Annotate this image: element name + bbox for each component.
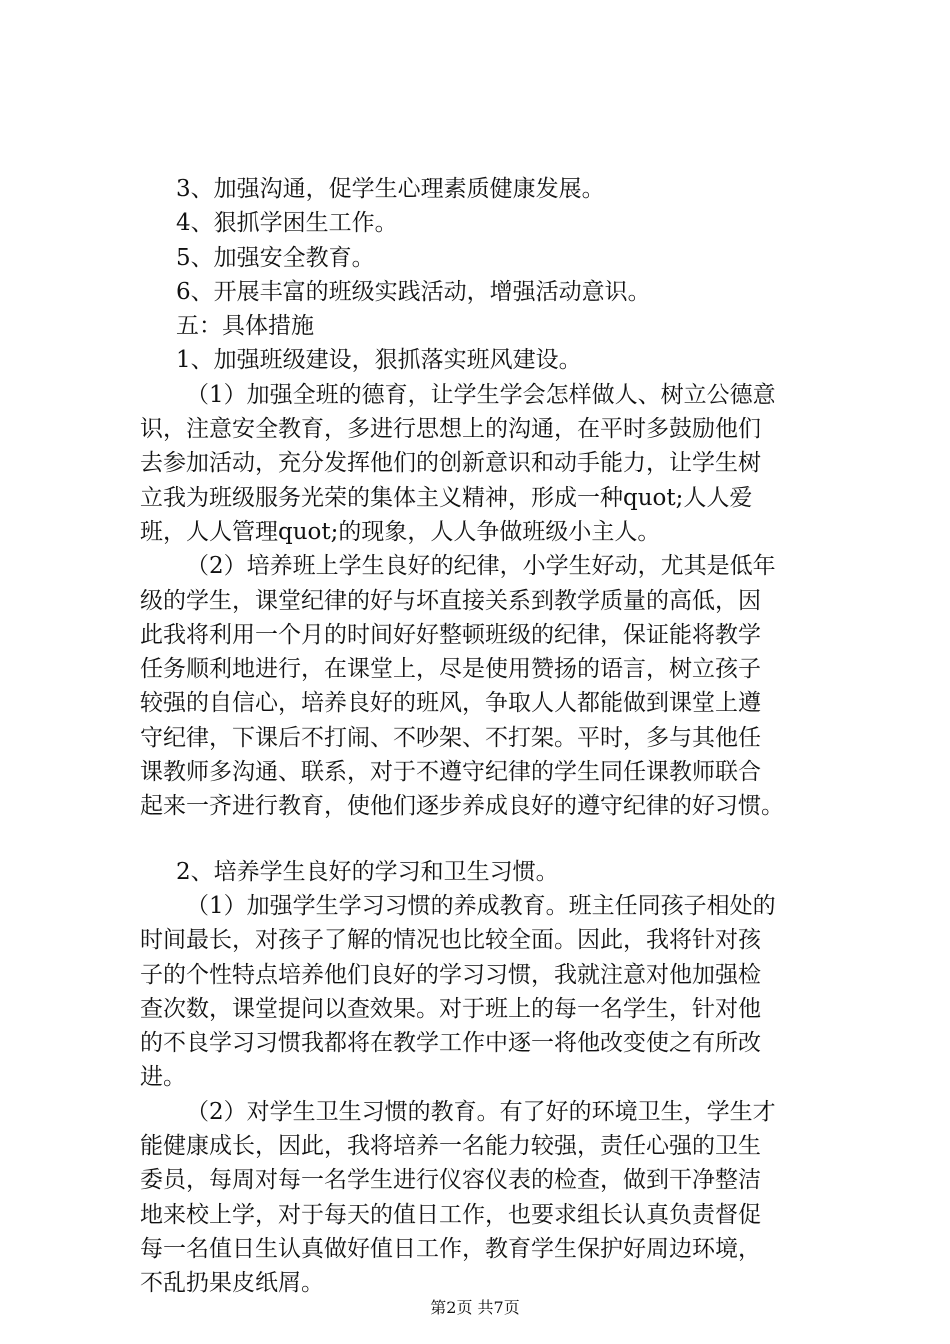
measure-2-paragraph-2 — [140, 1095, 840, 1301]
section-heading: 五：具体措施 — [176, 313, 314, 340]
text-line: 地来校上学，对于每天的值日工作，也要求组长认真负责督促 — [140, 1201, 761, 1228]
text-line: 时间最长，对孩子了解的情况也比较全面。因此，我将针对孩 — [140, 927, 761, 954]
text-line: 任务顺利地进行，在课堂上，尽是使用赞扬的语言，树立孩子 — [140, 656, 761, 683]
text-line: 不乱扔果皮纸屑。 — [140, 1270, 324, 1297]
measure-1-title: 1、加强班级建设，狠抓落实班风建设。 — [176, 347, 582, 374]
text-line: 识，注意安全教育，多进行思想上的沟通，在平时多鼓励他们 — [140, 416, 761, 443]
text-line: （2）培养班上学生良好的纪律，小学生好动，尤其是低年 — [186, 553, 776, 580]
text-line: 课教师多沟通、联系，对于不遵守纪律的学生同任课教师联合 — [140, 759, 761, 786]
text-line: 进。 — [140, 1064, 186, 1091]
text-line: （1）加强学生学习习惯的养成教育。班主任同孩子相处的 — [186, 892, 776, 919]
text-line: 级的学生，课堂纪律的好与坏直接关系到教学质量的高低，因 — [140, 587, 761, 614]
list-item: 3、加强沟通，促学生心理素质健康发展。 — [176, 176, 605, 202]
document-body — [140, 172, 840, 1301]
text-line: （1）加强全班的德育，让学生学会怎样做人、树立公德意 — [186, 381, 776, 408]
measure-1-paragraph-2 — [140, 549, 840, 823]
text-line: 起来一齐进行教育，使他们逐步养成良好的遵守纪律的好习惯。 — [140, 793, 784, 820]
measure-2-title: 2、培养学生良好的学习和卫生习惯。 — [176, 858, 559, 885]
measure-2-paragraph-1 — [140, 889, 840, 1095]
measure-1-paragraph-1 — [140, 378, 840, 549]
text-line: 较强的自信心，培养良好的班风，争取人人都能做到课堂上遵 — [140, 690, 761, 717]
text-line: 的不良学习习惯我都将在教学工作中逐一将他改变使之有所改 — [140, 1030, 761, 1057]
list-item: 5、加强安全教育。 — [176, 244, 375, 271]
text-line: 每一名值日生认真做好值日工作，教育学生保护好周边环境， — [140, 1235, 761, 1262]
text-line: 子的个性特点培养他们良好的学习习惯，我就注意对他加强检 — [140, 961, 761, 988]
text-line: 守纪律，下课后不打闹、不吵架、不打架。平时，多与其他任 — [140, 724, 761, 751]
text-line: 能健康成长，因此，我将培养一名能力较强，责任心强的卫生 — [140, 1133, 761, 1160]
text-line: （2）对学生卫生习惯的教育。有了好的环境卫生，学生才 — [186, 1098, 776, 1125]
paragraph-gap — [140, 824, 840, 855]
list-item: 6、开展丰富的班级实践活动，增强活动意识。 — [176, 278, 651, 305]
text-line: 去参加活动，充分发挥他们的创新意识和动手能力，让学生树 — [140, 450, 761, 477]
text-line: 立我为班级服务光荣的集体主义精神，形成一种quot;人人爱 — [140, 484, 753, 511]
page-footer: 第2页 共7页 — [430, 1298, 520, 1317]
list-item: 4、狠抓学困生工作。 — [176, 210, 398, 237]
text-line: 班，人人管理quot;的现象，人人争做班级小主人。 — [140, 518, 661, 545]
text-line: 查次数，课堂提问以查效果。对于班上的每一名学生，针对他 — [140, 995, 761, 1022]
text-line: 此我将利用一个月的时间好好整顿班级的纪律，保证能将教学 — [140, 621, 761, 648]
text-line: 委员，每周对每一名学生进行仪容仪表的检查，做到干净整洁 — [140, 1167, 761, 1194]
